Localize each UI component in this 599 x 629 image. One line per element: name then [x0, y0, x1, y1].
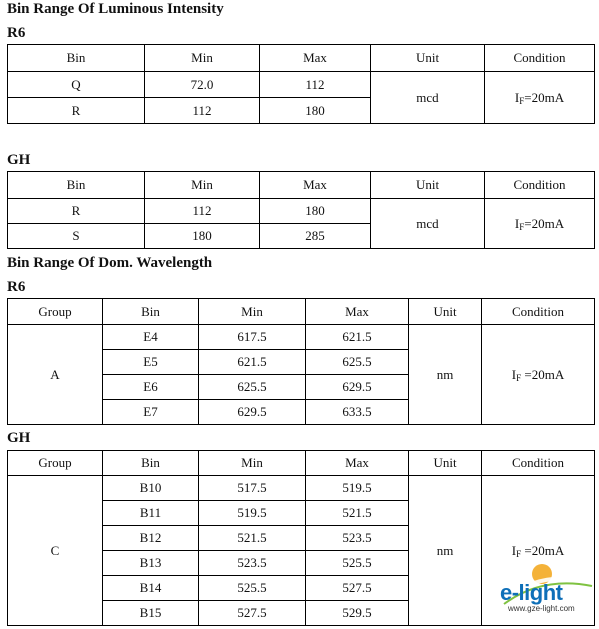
min-cell: 521.5	[199, 526, 306, 551]
min-cell: 112	[145, 199, 260, 224]
wavelength-r6-table	[7, 298, 595, 425]
header-unit: Unit	[409, 299, 482, 325]
max-cell: 629.5	[306, 375, 409, 400]
header-condition: Condition	[482, 299, 595, 325]
bin-cell: E6	[103, 375, 199, 400]
bin-cell: B12	[103, 526, 199, 551]
bin-cell: E5	[103, 350, 199, 375]
header-max: Max	[306, 451, 409, 476]
header-max: Max	[260, 172, 371, 199]
table-header-row	[8, 299, 595, 325]
table-header-row	[8, 45, 595, 72]
min-cell: 617.5	[199, 325, 306, 350]
min-cell: 523.5	[199, 551, 306, 576]
max-cell: 285	[260, 224, 371, 249]
bin-cell: S	[8, 224, 145, 249]
header-condition: Condition	[485, 172, 595, 199]
unit-cell: nm	[409, 476, 482, 626]
bin-cell: Q	[8, 72, 145, 98]
condition-cell: $I_F =20mA$	[482, 325, 595, 425]
bin-cell: B11	[103, 501, 199, 526]
table-header-row	[8, 172, 595, 199]
group-cell: A	[8, 325, 103, 425]
max-cell: 529.5	[306, 601, 409, 626]
header-max: Max	[260, 45, 371, 72]
bin-cell: B15	[103, 601, 199, 626]
max-cell: 525.5	[306, 551, 409, 576]
unit-cell: mcd	[371, 72, 485, 124]
luminous-gh-table	[7, 171, 595, 249]
bin-cell: R	[8, 98, 145, 124]
max-cell: 180	[260, 199, 371, 224]
min-cell: 180	[145, 224, 260, 249]
min-cell: 72.0	[145, 72, 260, 98]
min-cell: 112	[145, 98, 260, 124]
unit-cell: nm	[409, 325, 482, 425]
luminous-section-title: Bin Range Of Luminous Intensity	[7, 1, 224, 17]
min-cell: 629.5	[199, 400, 306, 425]
header-bin: Bin	[103, 299, 199, 325]
luminous-r6-table	[7, 44, 595, 124]
bin-cell: E4	[103, 325, 199, 350]
min-cell: 621.5	[199, 350, 306, 375]
header-min: Min	[199, 299, 306, 325]
min-cell: 519.5	[199, 501, 306, 526]
e-light-logo	[498, 560, 596, 624]
condition-cell: $I_F =20mA$	[482, 476, 595, 626]
bin-cell: B10	[103, 476, 199, 501]
bin-cell: B13	[103, 551, 199, 576]
wavelength-gh-label: GH	[7, 430, 31, 446]
bin-cell: R	[8, 199, 145, 224]
table-header-row	[8, 451, 595, 476]
wavelength-section-title: Bin Range Of Dom. Wavelength	[7, 255, 213, 271]
header-min: Min	[199, 451, 306, 476]
header-group: Group	[8, 451, 103, 476]
max-cell: 621.5	[306, 325, 409, 350]
luminous-gh-label: GH	[7, 152, 31, 168]
header-unit: Unit	[409, 451, 482, 476]
header-min: Min	[145, 45, 260, 72]
unit-cell: mcd	[371, 199, 485, 249]
max-cell: 633.5	[306, 400, 409, 425]
header-group: Group	[8, 299, 103, 325]
max-cell: 112	[260, 72, 371, 98]
table-row	[8, 476, 595, 501]
luminous-r6-label: R6	[7, 25, 26, 41]
header-condition: Condition	[482, 451, 595, 476]
condition-cell: $I_F=20mA$	[485, 199, 595, 249]
logo-wordmark: e-light	[500, 580, 563, 605]
table-row	[8, 72, 595, 98]
table-row	[8, 199, 595, 224]
wavelength-r6-label: R6	[7, 279, 26, 295]
bin-cell: B14	[103, 576, 199, 601]
max-cell: 523.5	[306, 526, 409, 551]
min-cell: 525.5	[199, 576, 306, 601]
header-bin: Bin	[8, 45, 145, 72]
header-unit: Unit	[371, 45, 485, 72]
min-cell: 625.5	[199, 375, 306, 400]
max-cell: 527.5	[306, 576, 409, 601]
min-cell: 527.5	[199, 601, 306, 626]
header-bin: Bin	[103, 451, 199, 476]
min-cell: 517.5	[199, 476, 306, 501]
condition-cell: $I_F=20mA$	[485, 72, 595, 124]
table-row	[8, 325, 595, 350]
bin-cell: E7	[103, 400, 199, 425]
max-cell: 180	[260, 98, 371, 124]
max-cell: 521.5	[306, 501, 409, 526]
group-cell: C	[8, 476, 103, 626]
logo-url: www.gze-light.com	[508, 604, 575, 613]
max-cell: 625.5	[306, 350, 409, 375]
header-unit: Unit	[371, 172, 485, 199]
header-condition: Condition	[485, 45, 595, 72]
header-max: Max	[306, 299, 409, 325]
header-min: Min	[145, 172, 260, 199]
max-cell: 519.5	[306, 476, 409, 501]
header-bin: Bin	[8, 172, 145, 199]
